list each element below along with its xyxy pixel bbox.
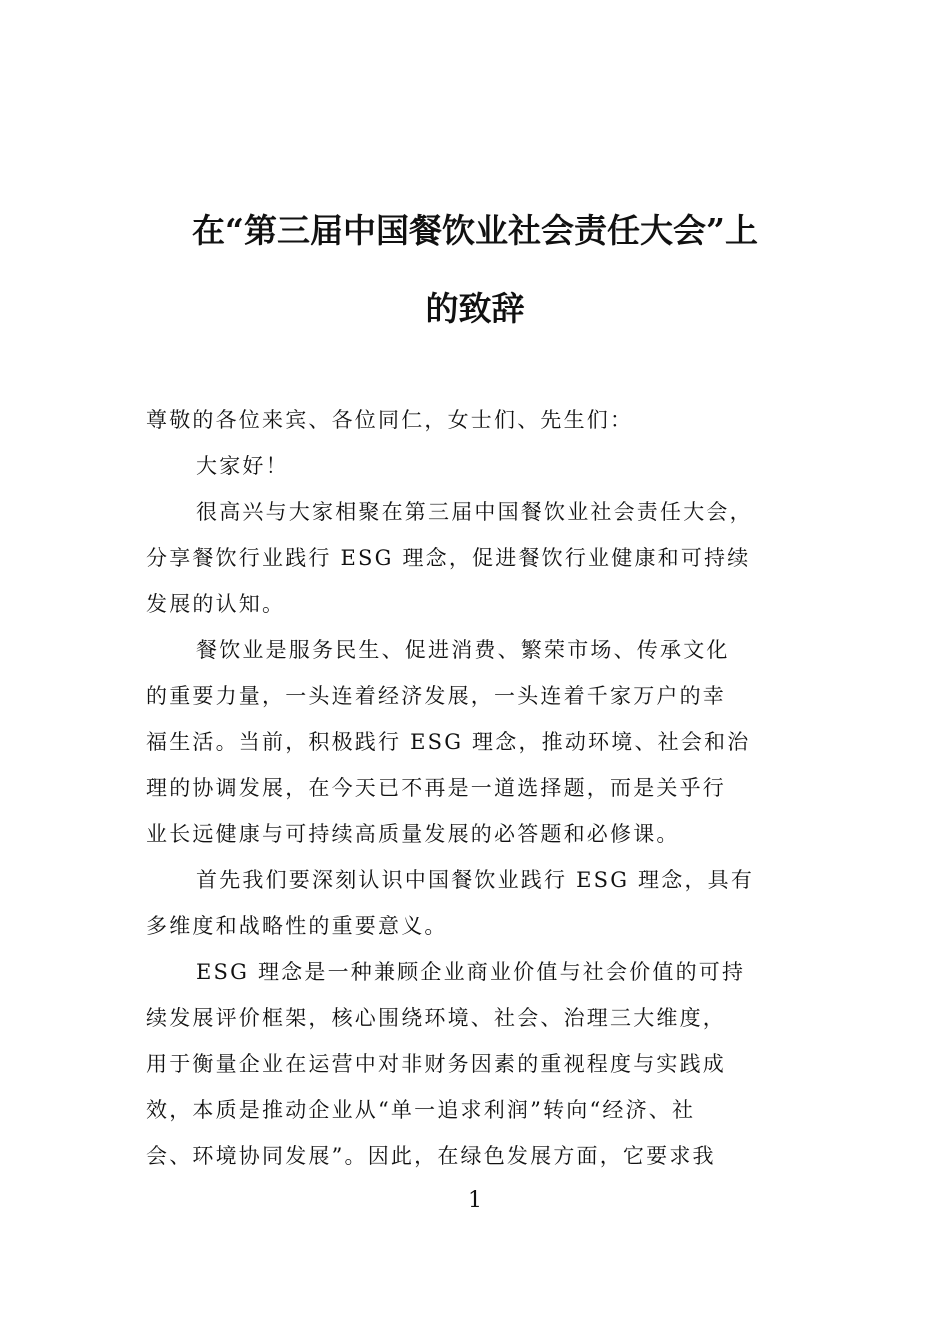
paragraph-line: ESG 理念是一种兼顾企业商业价值与社会价值的可持 — [196, 960, 746, 984]
greeting: 大家好！ — [196, 454, 289, 478]
paragraph-line: 餐饮业是服务民生、促进消费、繁荣市场、传承文化 — [196, 638, 730, 662]
paragraph-line: 很高兴与大家相聚在第三届中国餐饮业社会责任大会， — [196, 500, 753, 524]
paragraph-line: 发展的认知。 — [146, 592, 286, 616]
paragraph-line: 的重要力量，一头连着经济发展，一头连着千家万户的幸 — [146, 684, 726, 708]
title-line: 的致辞 — [425, 289, 525, 328]
document-title — [145, 192, 805, 348]
page-number: 1 — [468, 1188, 482, 1213]
paragraph-line: 用于衡量企业在运营中对非财务因素的重视程度与实践成 — [146, 1052, 726, 1076]
paragraph-line: 理的协调发展，在今天已不再是一道选择题，而是关乎行 — [146, 776, 726, 800]
paragraph-line: 多维度和战略性的重要意义。 — [146, 914, 448, 938]
paragraph-line: 业长远健康与可持续高质量发展的必答题和必修课。 — [146, 822, 680, 846]
salutation: 尊敬的各位来宾、各位同仁，女士们、先生们： — [146, 408, 634, 432]
paragraph-line: 会、环境协同发展”。因此，在绿色发展方面，它要求我 — [146, 1144, 716, 1168]
document-body — [146, 397, 806, 1179]
paragraph-line: 福生活。当前，积极践行 ESG 理念，推动环境、社会和治 — [146, 730, 751, 754]
paragraph-line: 首先我们要深刻认识中国餐饮业践行 ESG 理念，具有 — [196, 868, 755, 892]
paragraph-line: 分享餐饮行业践行 ESG 理念，促进餐饮行业健康和可持续 — [146, 546, 751, 570]
title-line: 在“第三届中国餐饮业社会责任大会”上 — [192, 211, 758, 250]
paragraph-line: 续发展评价框架，核心围绕环境、社会、治理三大维度， — [146, 1006, 726, 1030]
paragraph-line: 效，本质是推动企业从“单一追求利润”转向“经济、社 — [146, 1098, 696, 1122]
